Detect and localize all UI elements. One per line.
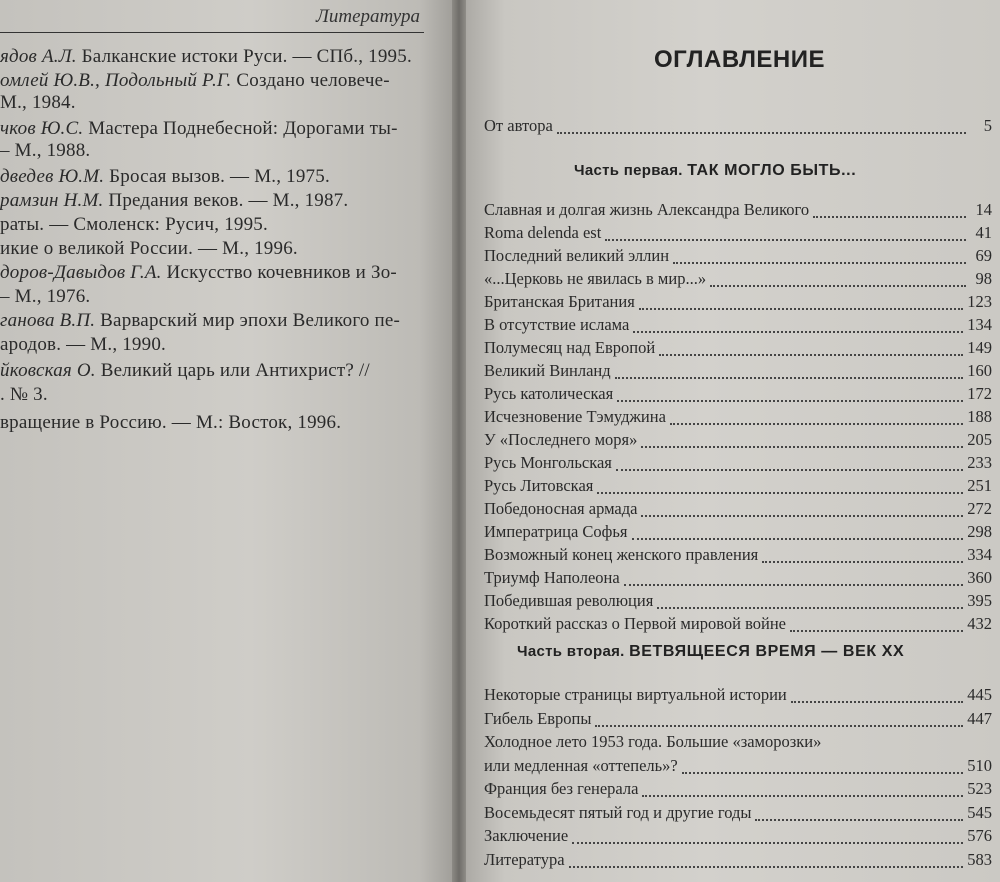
toc-entry[interactable] <box>484 338 992 360</box>
entry-author: чков Ю.С. <box>0 118 84 139</box>
toc-entry-title: Франция без генерала <box>484 779 639 798</box>
entry-author: ганова В.П. <box>0 310 96 331</box>
entry-text: ародов. — М., 1990. <box>0 334 166 355</box>
toc-entry-title: Триумф Наполеона <box>484 568 620 587</box>
toc-entry-page: 233 <box>967 453 992 472</box>
bibliography-entry <box>0 118 398 140</box>
leader-dots <box>641 503 963 517</box>
toc-entry-title: Победившая революция <box>484 591 654 610</box>
entry-text: Искусство кочевников и Зо- <box>161 262 397 283</box>
entry-text: раты. — Смоленск: Русич, 1995. <box>0 214 268 235</box>
entry-text: М., 1984. <box>0 92 76 113</box>
toc-entry-page: 149 <box>967 338 992 357</box>
toc-entry[interactable] <box>484 292 992 314</box>
toc-entry-page: 14 <box>975 200 992 219</box>
toc-entry-page: 5 <box>983 116 992 135</box>
toc-entry[interactable] <box>484 430 992 452</box>
toc-entry-preface[interactable] <box>484 116 992 138</box>
running-head: Литература <box>316 6 420 27</box>
toc-entry-page: 447 <box>967 708 992 728</box>
toc-entry-title: Победоносная армада <box>484 499 638 518</box>
toc-entry-title: Гибель Европы <box>484 708 592 728</box>
toc-entry-title: Восемьдесят пятый год и другие годы <box>484 802 752 822</box>
toc-entry-title: Последний великий эллин <box>484 246 670 265</box>
entry-text: Предания веков. — М., 1987. <box>103 190 349 211</box>
leader-dots <box>657 595 963 609</box>
entry-text: Создано человече- <box>231 70 390 91</box>
toc-entry[interactable] <box>484 269 992 291</box>
toc-entry[interactable] <box>484 803 992 825</box>
leader-dots <box>659 342 963 356</box>
entry-author: рамзин Н.М. <box>0 190 104 211</box>
leader-dots <box>597 480 963 494</box>
toc-entry-page: 298 <box>967 522 992 541</box>
toc-entry[interactable] <box>484 223 992 245</box>
entry-text: Балканские истоки Руси. — СПб., 1995. <box>76 46 412 67</box>
header-rule <box>0 32 424 33</box>
toc-entry[interactable] <box>484 499 992 521</box>
bibliography-entry <box>0 310 400 332</box>
toc-entry-page: 523 <box>967 779 992 798</box>
leader-dots <box>710 273 966 287</box>
leader-dots <box>762 549 963 563</box>
entry-author: омлей Ю.В., Подольный Р.Г. <box>0 70 232 91</box>
leader-dots <box>595 713 963 727</box>
toc-entry-page: 160 <box>967 361 992 380</box>
entry-author: дведев Ю.М. <box>0 166 105 187</box>
toc-entry[interactable] <box>484 453 992 475</box>
toc-entry-page: 272 <box>967 499 992 518</box>
leader-dots <box>682 760 964 774</box>
toc-entry-page: 445 <box>967 685 992 704</box>
entry-author: ядов А.Л. <box>0 46 77 67</box>
toc-entry-page: 172 <box>967 384 992 403</box>
bibliography-entry <box>0 92 76 114</box>
toc-entry-title: Возможный конец женского правления <box>484 545 759 564</box>
toc-entry[interactable] <box>484 732 992 754</box>
entry-text: – М., 1988. <box>0 140 91 161</box>
toc-entry[interactable] <box>484 522 992 544</box>
leader-dots <box>790 618 963 632</box>
toc-entry[interactable] <box>484 591 992 613</box>
part-title: ВЕТВЯЩЕЕСЯ ВРЕМЯ — ВЕК XX <box>629 643 905 660</box>
entry-text: Великий царь или Антихрист? // <box>95 360 370 381</box>
entry-text: – М., 1976. <box>0 286 91 307</box>
part-heading-1 <box>574 162 856 180</box>
leader-dots <box>557 120 966 134</box>
leader-dots <box>633 319 963 333</box>
leader-dots <box>813 204 966 218</box>
toc-entry-title: Roma delenda est <box>484 223 602 242</box>
toc-entry[interactable] <box>484 685 992 707</box>
toc-entry-page: 334 <box>967 545 992 564</box>
toc-entry[interactable] <box>484 826 992 848</box>
toc-entry-page: 545 <box>967 802 992 822</box>
leader-dots <box>641 434 963 448</box>
toc-title: ОГЛАВЛЕНИЕ <box>654 46 826 73</box>
toc-entry-title: В отсутствие ислама <box>484 315 630 334</box>
entry-text: . № 3. <box>0 384 48 405</box>
toc-entry-page: 69 <box>975 246 992 265</box>
bibliography-entry <box>0 286 90 308</box>
toc-entry-title: Великий Винланд <box>484 361 611 380</box>
toc-entry[interactable] <box>484 200 992 222</box>
leader-dots <box>639 296 963 310</box>
toc-entry-title: Русь Литовская <box>484 476 594 495</box>
part-label: Часть первая. <box>574 162 683 179</box>
leader-dots <box>572 830 963 844</box>
toc-entry-page: 432 <box>967 614 992 633</box>
leader-dots <box>605 227 966 241</box>
leader-dots <box>642 783 963 797</box>
leader-dots <box>755 807 963 821</box>
toc-entry-title: Некоторые страницы виртуальной истории <box>484 685 787 704</box>
leader-dots <box>617 388 963 402</box>
toc-entry[interactable] <box>484 756 992 778</box>
toc-entry-page: 98 <box>975 269 992 288</box>
bibliography-entry <box>0 238 298 260</box>
leader-dots <box>624 572 964 586</box>
toc-entry[interactable] <box>484 614 992 636</box>
leader-dots <box>825 737 966 749</box>
toc-entry-page: 360 <box>967 568 992 587</box>
leader-dots <box>791 689 964 703</box>
toc-entry-title: Заключение <box>484 826 569 845</box>
toc-entry-title: или медленная «оттепель»? <box>484 755 678 775</box>
toc-entry-title: У «Последнего моря» <box>484 430 638 449</box>
toc-entry[interactable] <box>484 476 992 498</box>
entry-text: Варварский мир эпохи Великого пе- <box>95 310 401 331</box>
toc-entry-title: Императрица Софья <box>484 522 628 541</box>
entry-text: Бросая вызов. — М., 1975. <box>104 166 330 187</box>
toc-entry-page: 41 <box>975 223 992 242</box>
toc-entry[interactable] <box>484 568 992 590</box>
bibliography-entry <box>0 384 48 406</box>
bibliography-entry <box>0 166 330 188</box>
bibliography-entry <box>0 214 268 236</box>
toc-entry[interactable] <box>484 779 992 801</box>
toc-entry-title: Полумесяц над Европой <box>484 338 656 357</box>
toc-entry-title: «...Церковь не явилась в мир...» <box>484 269 707 288</box>
bibliography-entry <box>0 70 390 92</box>
toc-entry-title: Русь католическая <box>484 384 614 403</box>
leader-dots <box>616 457 963 471</box>
entry-author: доров-Давыдов Г.А. <box>0 262 162 283</box>
leader-dots <box>569 854 964 868</box>
bibliography-entry <box>0 46 412 68</box>
bibliography-entry <box>0 412 341 434</box>
toc-entry-title: Короткий рассказ о Первой мировой войне <box>484 614 786 633</box>
leader-dots <box>615 365 964 379</box>
toc-entry-page: 188 <box>967 407 992 426</box>
toc-entry-page: 251 <box>967 476 992 495</box>
bibliography-entry <box>0 262 397 284</box>
toc-entry-title: Славная и долгая жизнь Александра Великого <box>484 200 810 219</box>
toc-entry-title: Исчезновение Тэмуджина <box>484 407 666 426</box>
leader-dots <box>673 250 966 264</box>
toc-entry-title: Русь Монгольская <box>484 453 612 472</box>
bibliography-entry <box>0 334 166 356</box>
toc-entry-title: От автора <box>484 116 553 135</box>
toc-entry-page: 583 <box>967 849 992 869</box>
toc-entry[interactable] <box>484 545 992 567</box>
part-heading-2 <box>517 643 904 661</box>
toc-entry-page: 576 <box>967 826 992 845</box>
toc-entry[interactable] <box>484 361 992 383</box>
entry-text: Мастера Поднебесной: Дорогами ты- <box>83 118 398 139</box>
toc-entry-page: 510 <box>967 755 992 775</box>
toc-entry[interactable] <box>484 315 992 337</box>
entry-text: вращение в Россию. — М.: Восток, 1996. <box>0 412 342 433</box>
toc-entry[interactable] <box>484 850 992 872</box>
book-gutter <box>452 0 466 882</box>
toc-entry[interactable] <box>484 407 992 429</box>
entry-author: йковская О. <box>0 360 96 381</box>
toc-entry-page: 123 <box>967 292 992 311</box>
toc-entry-page: 134 <box>967 315 992 334</box>
entry-text: икие о великой России. — М., 1996. <box>0 238 298 259</box>
part-label: Часть вторая. <box>517 643 625 660</box>
toc-entry-page: 395 <box>967 591 992 610</box>
bibliography-entry <box>0 140 90 162</box>
part-title: ТАК МОГЛО БЫТЬ... <box>687 162 857 179</box>
leader-dots <box>632 526 964 540</box>
toc-entry[interactable] <box>484 384 992 406</box>
toc-entry-title: Британская Британия <box>484 292 635 311</box>
leader-dots <box>670 411 963 425</box>
toc-entry[interactable] <box>484 246 992 268</box>
toc-entry-title: Холодное лето 1953 года. Большие «заморозки» <box>484 732 822 751</box>
bibliography-entry <box>0 190 348 212</box>
toc-entry-title: Литература <box>484 849 565 869</box>
toc-entry[interactable] <box>484 709 992 731</box>
bibliography-entry <box>0 360 370 382</box>
toc-entry-page: 205 <box>967 430 992 449</box>
